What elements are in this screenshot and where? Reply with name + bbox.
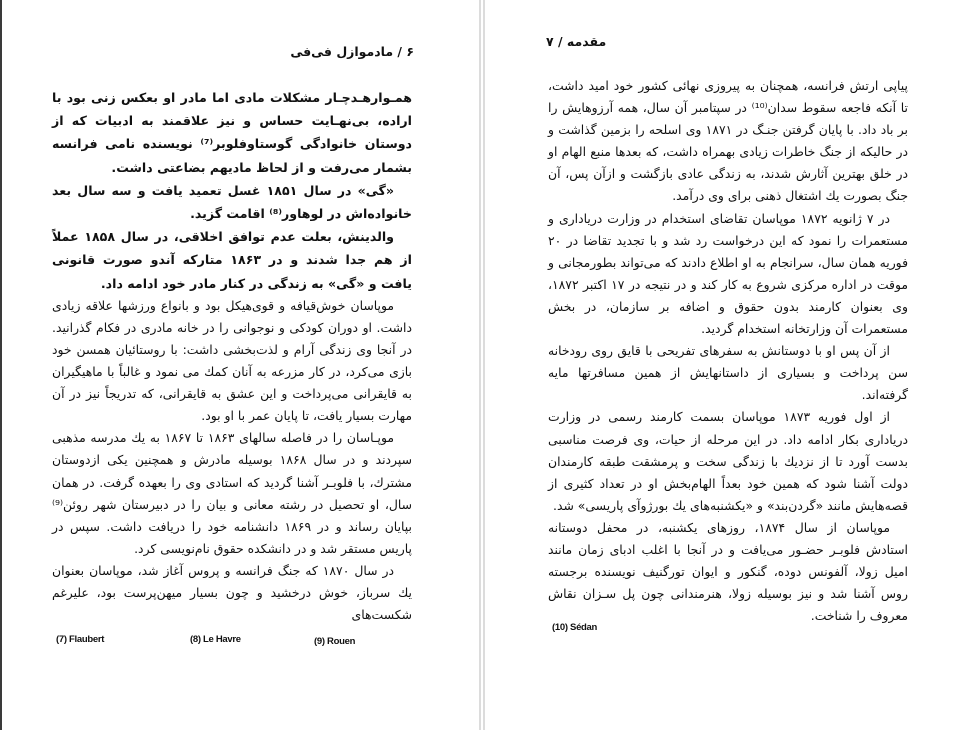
footnote-7: (7) Flaubert [56,634,105,645]
paragraph: موپاسان خوش‌قیافه و قوی‌هیکل بود و بانواع ورزشها علاقه زیادی داشت. او دوران کودکی و نوجوانی را در خانه مادری در فکام گذرانید. در آنجا وی زندگی آرام و لذت‌بخشی داشت: با روستائیان همسن خود بازی می‌کرد، در کار مزرعه به آنان کمك می نمود و غالباً با ماهیگیران به قایقرانی می‌پرداخت و این عشق به قایقرانی، که تدریجاً نیز در آن مهارت بسیار یافت، تا پایان عمر با او بود. [52,297,412,424]
paragraph: موپـاسان را در فاصله سالهای ۱۸۶۳ تا ۱۸۶۷ به یك مدرسه مذهبی سپردند و در سال ۱۸۶۸ بوسیله مادرش و همچنین یکی ازدوستان مشترك، با فلوبـر آشنا گردید که استادی وی را بعهده گرفت. در همان سال، او تحصیل در رشته معانی و بیان را در دبیرستان شهر روئن⁽⁹⁾ بپایان رساند و در ۱۸۶۹ دانشنامه خود را دریافت داشت. سپس در پاریس مستقر شد و در دانشکده حقوق نام‌نویسی کرد. [52,430,412,556]
page-gutter-line [483,0,485,730]
paragraph: از آن پس او با دوستانش به سفرهای تفریحی با قایق روی رودخانه سن پرداخت و بسیاری از داستانهایش از همین مسافرتها مایه گرفته‌اند. [548,343,908,403]
footnote-8: (8) Le Havre [190,634,241,645]
running-header-left: ۶ / مادموازل فی‌فی [290,44,414,59]
paragraph: در ۷ ژانویه ۱۸۷۲ موپاسان تقاضای استخدام در وزارت دریاداری و مستعمرات را نمود که این درخواست رد شد و با تجدید تقاضا در ۲۰ فوریه همان سال، سرانجام به او اطلاع دادند که می‌تواند بطورمجانی و موقت در اداره مرکزی شروع به کار کند و در نتیجه در ۱۷ اکتبر ۱۸۷۲، وی بعنوان کارمند بدون حقوق و اضافه بر سازمان، در بخش مستعمرات آن وزارتخانه استخدام گردید. [548,210,908,337]
page-body-left [52,86,412,626]
footnote-9: (9) Rouen [314,636,356,647]
paragraph: پیاپی ارتش فرانسه، همچنان به پیروزی نهائی کشور خود امید داشت، تا آنکه فاجعه سقوط سدان⁽¹⁰⁾ در سپتامبر آن سال، همه آرزوهایش را بر باد داد. با پایان گرفتن جنـگ در ۱۸۷۱ وی اسلحه را بزمین گذاشت و در حالیکه از جنگ خاطرات زیادی بهمراه داشت، که بعدها منبع الهام او در خلق بهترین آثارش شدند، به زندگی عادی بازگشت و ازآن پس، آن جنگ بصورت یك اشتغال ذهنی برای وی درآمد. [548,78,908,204]
paragraph: در سال ۱۸۷۰ که جنگ فرانسه و پروس آغاز شد، موپاسان بعنوان یك سرباز، خوش درخشید و چون بسیار میهن‌پرست بود، علیرغم شکست‌های [52,562,412,623]
page-body-right [548,75,908,627]
page-7 [486,0,963,730]
paragraph: موپاسان از سال ۱۸۷۴، روزهای یکشنبه، در محفل دوستانه استادش فلوبـر حضـور می‌یافت و در آنجا با اغلب ادبای زمان مانند امیل زولا، آلفونس دوده، گنکور و ایوان تورگنیف نویسنده برجسته روس آشنا شد و نیز بوسیله زولا، هنرمندانی چون پل سـزان نقاش معروف را شناخت. [548,519,908,624]
paragraph: والدینش، بعلت عدم توافق اخلاقی، در سال ۱۸۵۸ عملاً از هم جدا شدند و در ۱۸۶۳ متارکه آندو صورت قانونی یافت و «گی» به زندگی در کنار مادر خود ادامه داد. [52,229,412,291]
footnote-10: (10) Sédan [552,622,598,633]
paragraph: همـوارهـدچـار مشکلات مادی اما مادر او بعکس زنی بود با اراده، بی‌نهـایت حساس و نیز علاقمند به ادبیات که از دوستان خانوادگی گوستاوفلوبر⁽⁷⁾ نویسنده نامی فرانسه بشمار می‌رفت و از لحاظ مادیهم بضاعتی داشت. [52,90,413,175]
running-header-right: مقدمه / ۷ [546,34,607,49]
page-6 [2,0,478,730]
paragraph: از اول فوریه ۱۸۷۳ موپاسان بسمت کارمند رسمی در وزارت دریاداری بکار ادامه داد. در این مرحله از حیات، وی فرصت مناسبی بدست آورد تا از نزدیك با زندگی سخت و پرمشقت طبقه کارمندان دولت آشنا شود که همین خود بعداً الهام‌بخش او در تعداد کثیری از قصه‌هایش مانند «گردن‌بند» و «یکشنبه‌های یك بورژوآی پاریسی» شد. [548,409,908,513]
page-gutter-line [479,0,481,730]
paragraph: «گی» در سال ۱۸۵۱ غسل تعمید یافت و سه سال بعد خانواده‌اش در لوهاور⁽⁸⁾ اقامت گزید. [52,182,412,222]
